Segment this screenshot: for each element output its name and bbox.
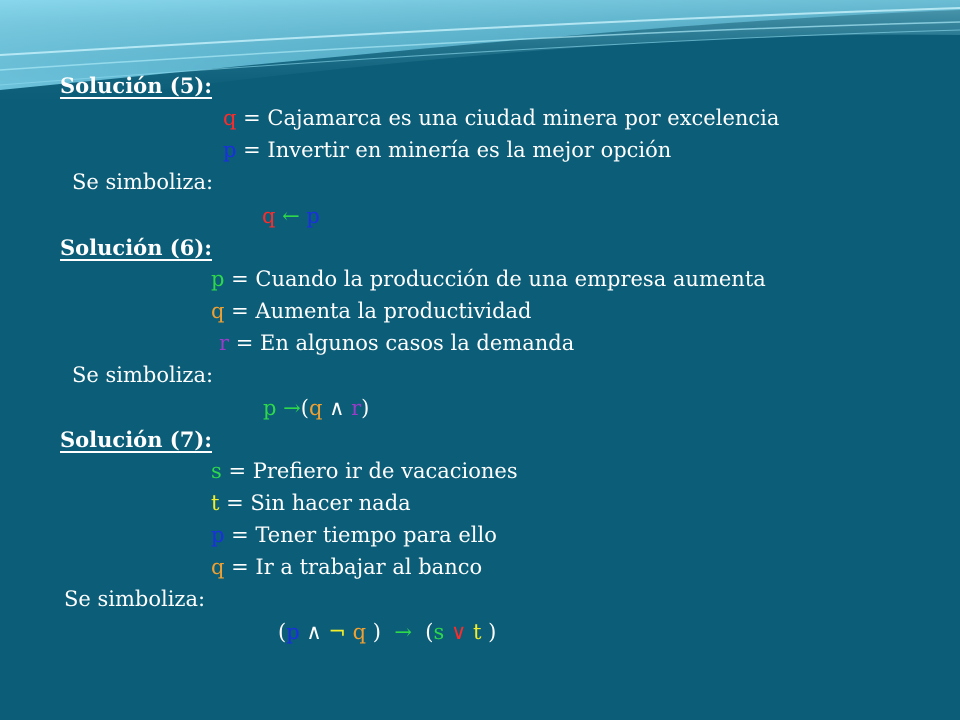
equals-sign: = [224, 523, 256, 547]
se-simboliza-label: Se simboliza: [64, 587, 206, 611]
se-simboliza-label: Se simboliza: [72, 363, 214, 387]
formula-6 [263, 394, 369, 422]
variable-q: q [308, 396, 323, 420]
equals-sign: = [224, 299, 256, 323]
variable-s: s [433, 620, 445, 644]
variable-q: q [211, 299, 225, 323]
definition-text: Tener tiempo para ello [255, 523, 497, 547]
equals-sign: = [236, 106, 268, 130]
definition-q [211, 297, 532, 325]
open-paren: ( [300, 396, 309, 420]
variable-t: t [473, 620, 482, 644]
formula-7 [278, 618, 496, 646]
equals-sign: = [224, 267, 256, 291]
equals-sign: = [219, 491, 251, 515]
not-operator: ¬ [328, 620, 346, 644]
definition-text: Sin hacer nada [250, 491, 411, 515]
heading-solucion-5: Solución (5): [60, 73, 213, 98]
left-arrow-operator: ← [275, 204, 307, 228]
definition-text: En algunos casos la demanda [260, 331, 575, 355]
equals-sign: = [229, 331, 260, 355]
variable-r: r [219, 331, 230, 355]
open-paren: ( [425, 620, 434, 644]
variable-t: t [211, 491, 220, 515]
close-paren: ) [372, 620, 381, 644]
close-paren: ) [361, 396, 370, 420]
variable-p: p [286, 620, 300, 644]
heading-solucion-6: Solución (6): [60, 235, 213, 260]
equals-sign: = [236, 138, 268, 162]
definition-text: Ir a trabajar al banco [255, 555, 483, 579]
definition-text: Invertir en minería es la mejor opción [267, 138, 672, 162]
variable-q: q [346, 620, 373, 644]
variable-p: p [211, 267, 225, 291]
right-arrow-operator: → [276, 396, 301, 420]
variable-q: q [262, 204, 276, 228]
equals-sign: = [224, 555, 256, 579]
variable-p: p [306, 204, 320, 228]
variable-p: p [211, 523, 225, 547]
se-simboliza-label: Se simboliza: [72, 170, 214, 194]
definition-r [219, 329, 574, 357]
definition-p [211, 521, 497, 549]
definition-p [223, 136, 671, 164]
variable-q: q [223, 106, 237, 130]
and-operator: ∧ [299, 620, 329, 644]
definition-text: Prefiero ir de vacaciones [252, 459, 518, 483]
or-operator: ∨ [444, 620, 474, 644]
definition-text: Cajamarca es una ciudad minera por excelencia [267, 106, 780, 130]
definition-q [223, 104, 779, 132]
variable-s: s [211, 459, 222, 483]
definition-s [211, 457, 518, 485]
right-arrow-operator: → [381, 620, 426, 644]
equals-sign: = [221, 459, 253, 483]
variable-r: r [351, 396, 362, 420]
formula-5 [262, 202, 320, 230]
open-paren: ( [278, 620, 287, 644]
definition-p [211, 265, 766, 293]
definition-q [211, 553, 482, 581]
definition-t [211, 489, 411, 517]
variable-p: p [223, 138, 237, 162]
variable-q: q [211, 555, 225, 579]
variable-p: p [263, 396, 277, 420]
heading-solucion-7: Solución (7): [60, 427, 213, 452]
definition-text: Aumenta la productividad [255, 299, 532, 323]
and-operator: ∧ [322, 396, 352, 420]
definition-text: Cuando la producción de una empresa aumenta [255, 267, 766, 291]
close-paren: ) [481, 620, 497, 644]
